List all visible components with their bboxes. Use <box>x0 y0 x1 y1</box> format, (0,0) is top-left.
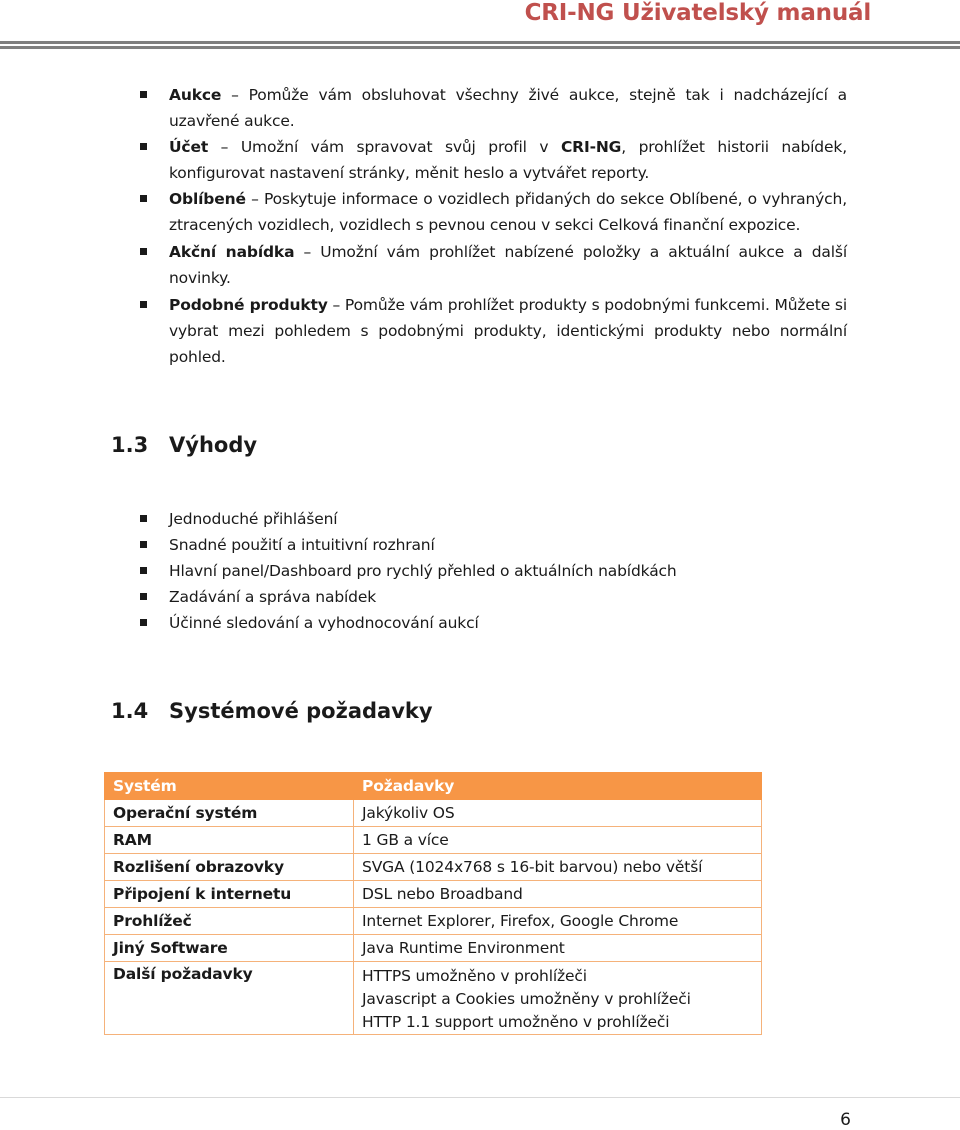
requirement-line: HTTP 1.1 support umožněno v prohlížeči <box>362 1013 670 1031</box>
advantages-list <box>169 506 847 636</box>
section-number: 1.4 <box>111 699 149 723</box>
feature-description: – Poskytuje informace o vozidlech přidaných do sekce Oblíbené, o vyhraných, ztracených vozidlech, vozidlech s pevnou cenou v sekci Celková finanční expozice. <box>169 190 847 234</box>
page-number: 6 <box>840 1110 851 1130</box>
list-item <box>169 134 847 186</box>
section-heading-requirements <box>111 699 433 723</box>
document-header-title: CRI-NG Uživatelský manuál <box>524 0 871 26</box>
product-name: CRI-NG <box>560 138 622 156</box>
system-cell: Prohlížeč <box>105 908 354 935</box>
feature-term: Podobné produkty <box>169 296 328 314</box>
table-row <box>105 935 762 962</box>
list-item: Jednoduché přihlášení <box>169 506 847 532</box>
list-item: Účinné sledování a vyhodnocování aukcí <box>169 610 847 636</box>
requirement-cell: Jakýkoliv OS <box>354 800 762 827</box>
feature-description: – Umožní vám prohlížet nabízené položky a aktuální aukce a další novinky. <box>169 243 847 287</box>
table-row <box>105 908 762 935</box>
table-header-row <box>105 773 762 800</box>
feature-description: – Pomůže vám obsluhovat všechny živé aukce, stejně tak i nadcházející a uzavřené aukce. <box>169 86 847 130</box>
feature-term: Aukce <box>169 86 222 104</box>
requirement-cell <box>354 962 762 1035</box>
requirement-line: Javascript a Cookies umožněny v prohlížeči <box>362 990 691 1008</box>
system-cell: RAM <box>105 827 354 854</box>
feature-term: Akční nabídka <box>169 243 295 261</box>
section-number: 1.3 <box>111 433 149 457</box>
table-row <box>105 827 762 854</box>
feature-term: Účet <box>169 138 209 156</box>
list-item <box>169 239 847 291</box>
requirement-cell: Internet Explorer, Firefox, Google Chrome <box>354 908 762 935</box>
system-cell: Další požadavky <box>105 962 354 1035</box>
section-title: Systémové požadavky <box>169 699 433 723</box>
footer-divider <box>0 1097 960 1098</box>
list-item <box>169 292 847 370</box>
requirement-cell: Java Runtime Environment <box>354 935 762 962</box>
feature-list <box>169 82 847 370</box>
requirements-table <box>104 772 762 1035</box>
requirement-cell: SVGA (1024x768 s 16-bit barvou) nebo větší <box>354 854 762 881</box>
feature-term: Oblíbené <box>169 190 246 208</box>
list-item: Hlavní panel/Dashboard pro rychlý přehled o aktuálních nabídkách <box>169 558 847 584</box>
header-divider <box>0 41 960 49</box>
table-row <box>105 962 762 1035</box>
table-row <box>105 881 762 908</box>
section-title: Výhody <box>169 433 258 457</box>
list-item <box>169 186 847 238</box>
requirement-cell: DSL nebo Broadband <box>354 881 762 908</box>
feature-description: , prohlížet historii nabídek, konfigurovat nastavení stránky, měnit heslo a vytvářet reporty. <box>169 138 847 182</box>
system-cell: Rozlišení obrazovky <box>105 854 354 881</box>
feature-description: – Umožní vám spravovat svůj profil v <box>208 138 561 156</box>
requirement-line: HTTPS umožněno v prohlížeči <box>362 967 587 985</box>
column-header-system: Systém <box>105 773 354 800</box>
table-row <box>105 800 762 827</box>
feature-description: – Pomůže vám prohlížet produkty s podobnými funkcemi. Můžete si vybrat mezi pohledem s podobnými produkty, identickými produkty nebo normální pohled. <box>169 296 847 366</box>
system-cell: Připojení k internetu <box>105 881 354 908</box>
list-item <box>169 82 847 134</box>
column-header-requirements: Požadavky <box>354 773 762 800</box>
requirement-cell: 1 GB a více <box>354 827 762 854</box>
system-cell: Operační systém <box>105 800 354 827</box>
system-cell: Jiný Software <box>105 935 354 962</box>
table-row <box>105 854 762 881</box>
section-heading-advantages <box>111 433 257 457</box>
list-item: Snadné použití a intuitivní rozhraní <box>169 532 847 558</box>
list-item: Zadávání a správa nabídek <box>169 584 847 610</box>
